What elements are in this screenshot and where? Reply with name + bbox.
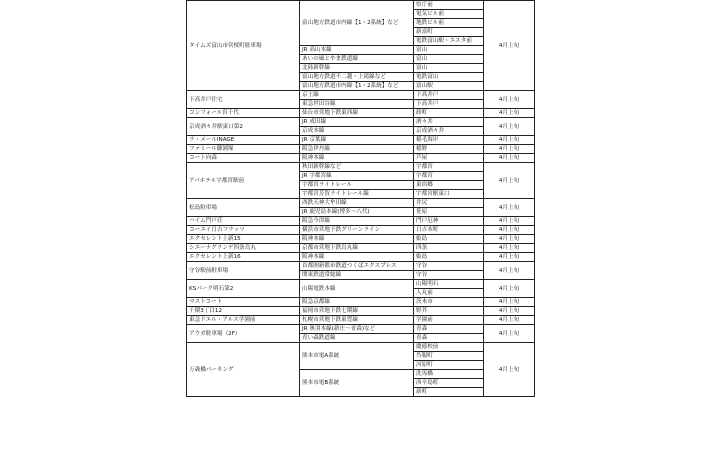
- table-row: [187, 316, 535, 325]
- station-name: 河原町: [414, 361, 484, 370]
- table-row: [187, 235, 535, 244]
- rail-line: 東急世田谷線: [300, 100, 414, 109]
- facility-name: コーエイ日吉フラッツ: [187, 226, 300, 235]
- station-name: 門戸厄神: [414, 217, 484, 226]
- rail-line: あいの風とやま鉄道線: [300, 55, 414, 64]
- table-row: [187, 253, 535, 262]
- station-name: 人丸前: [414, 289, 484, 298]
- station-name: 守谷: [414, 262, 484, 271]
- table-row: [187, 217, 535, 226]
- rail-line: 秋田新幹線など: [300, 163, 414, 172]
- station-name: 四条: [414, 244, 484, 253]
- rail-line: 阪神本線: [300, 253, 414, 262]
- facility-name: エクセレント上新15: [187, 235, 300, 244]
- table-row: [187, 154, 535, 163]
- table-row: [187, 226, 535, 235]
- rail-line: 西鉄天神大牟田線: [300, 199, 414, 208]
- start-date: 4月上旬: [484, 145, 535, 154]
- start-date: 4月上旬: [484, 253, 535, 262]
- station-name: 県庁前: [414, 1, 484, 10]
- table-row: [187, 244, 535, 253]
- station-name: 酒々井: [414, 118, 484, 127]
- start-date: 4月上旬: [484, 226, 535, 235]
- start-date: 4月上旬: [484, 163, 535, 199]
- rail-line: 北陸新幹線: [300, 64, 414, 73]
- rail-line: JR 高山本線: [300, 46, 414, 55]
- table-body: [187, 1, 535, 397]
- station-name: 京成酒々井: [414, 127, 484, 136]
- rail-line: 京都市営地下鉄烏丸線: [300, 244, 414, 253]
- facility-name: 京成酒々井駅東口第2: [187, 118, 300, 136]
- rail-line: 阪急京都線: [300, 298, 414, 307]
- table-row: [187, 262, 535, 271]
- station-name: 姫島: [414, 235, 484, 244]
- start-date: 4月上旬: [484, 343, 535, 397]
- rail-line: 宇都宮ライトレール: [300, 181, 414, 190]
- station-name: 下高井戸: [414, 100, 484, 109]
- start-date: 4月上旬: [484, 325, 535, 343]
- station-name: 電鉄富山駅・エスタ前: [414, 37, 484, 46]
- station-name: 宇都宮: [414, 163, 484, 172]
- table-row: [187, 91, 535, 100]
- facility-name: 下高井戸住宅: [187, 91, 300, 109]
- start-date: 4月上旬: [484, 154, 535, 163]
- table-row: [187, 298, 535, 307]
- facility-station-table: [186, 0, 535, 397]
- rail-line: 阪急伊丹線: [300, 145, 414, 154]
- station-name: 姫島: [414, 253, 484, 262]
- facility-name: ハイム門戸荘: [187, 217, 300, 226]
- facility-name: コート向森: [187, 154, 300, 163]
- rail-line: 阪神本線: [300, 235, 414, 244]
- rail-line: 山陽電鉄本線: [300, 280, 414, 298]
- station-name: 西辛島町: [414, 379, 484, 388]
- station-name: 卸町: [414, 109, 484, 118]
- station-name: 日吉本町: [414, 226, 484, 235]
- start-date: 4月上旬: [484, 262, 535, 280]
- table-row: [187, 307, 535, 316]
- rail-line: JR 宇都宮線: [300, 172, 414, 181]
- rail-line: 富山地方鉄道市内線【1・2系統】など: [300, 1, 414, 46]
- start-date: 4月上旬: [484, 235, 535, 244]
- station-name: 富山: [414, 46, 484, 55]
- rail-line: 京成本線: [300, 127, 414, 136]
- station-name: 青森: [414, 325, 484, 334]
- table-row: [187, 1, 535, 10]
- station-name: 山陽明石: [414, 280, 484, 289]
- station-name: 地鉄ビル前: [414, 19, 484, 28]
- facility-name: マストコート: [187, 298, 300, 307]
- rail-line: 札幌市営地下鉄東豊線: [300, 316, 414, 325]
- station-list-sheet: [186, 0, 534, 397]
- table-row: [187, 163, 535, 172]
- start-date: 4月上旬: [484, 280, 535, 298]
- station-name: 井尻: [414, 199, 484, 208]
- rail-line: 関東鉄道常総線: [300, 271, 414, 280]
- table-row: [187, 109, 535, 118]
- rail-line: JR 鹿児島本線(博多～八代): [300, 208, 414, 217]
- table-row: [187, 145, 535, 154]
- station-name: 富山: [414, 55, 484, 64]
- station-name: 学園前: [414, 316, 484, 325]
- facility-name: シエーナグランデ四条烏丸: [187, 244, 300, 253]
- table-row: [187, 118, 535, 127]
- rail-line: 富山地方鉄道市内線【1・2系統】など: [300, 82, 414, 91]
- station-name: 電気ビル前: [414, 10, 484, 19]
- facility-name: エクセレント上新16: [187, 253, 300, 262]
- station-name: 青森: [414, 334, 484, 343]
- start-date: 4月上旬: [484, 307, 535, 316]
- rail-line: 熊本市電A系統: [300, 343, 414, 370]
- rail-line: 横浜市営地下鉄グリーンライン: [300, 226, 414, 235]
- station-name: 電鉄富山: [414, 73, 484, 82]
- rail-line: 福岡市営地下鉄七隈線: [300, 307, 414, 316]
- table-row: [187, 280, 535, 289]
- facility-name: ラ・メールINAGE: [187, 136, 300, 145]
- station-name: 富山: [414, 64, 484, 73]
- station-name: 東宿郷: [414, 181, 484, 190]
- facility-name: 千隈3丁目12: [187, 307, 300, 316]
- start-date: 4月上旬: [484, 298, 535, 307]
- station-name: 富山駅: [414, 82, 484, 91]
- start-date: 4月上旬: [484, 199, 535, 217]
- start-date: 4月上旬: [484, 136, 535, 145]
- facility-name: コンフォール宮千代: [187, 109, 300, 118]
- rail-line: 首都圏新都市鉄道つくばエクスプレス: [300, 262, 414, 271]
- rail-line: 阪神本線: [300, 154, 414, 163]
- table-row: [187, 199, 535, 208]
- station-name: 洗馬橋: [414, 370, 484, 379]
- facility-name: ファミール御園塚: [187, 145, 300, 154]
- start-date: 4月上旬: [484, 109, 535, 118]
- facility-name: KSパーク明石第2: [187, 280, 300, 298]
- station-name: 宇都宮駅東口: [414, 190, 484, 199]
- station-name: 茨木市: [414, 298, 484, 307]
- facility-name: アウガ駐車場（2F）: [187, 325, 300, 343]
- start-date: 4月上旬: [484, 118, 535, 136]
- rail-line: 仙台市営地下鉄東西線: [300, 109, 414, 118]
- facility-name: アパホテル宇都宮駅前: [187, 163, 300, 199]
- station-name: 笹原: [414, 208, 484, 217]
- table-row: [187, 136, 535, 145]
- rail-line: 富山地方鉄道不二越・上滝線など: [300, 73, 414, 82]
- rail-line: JR 京葉線: [300, 136, 414, 145]
- start-date: 4月上旬: [484, 316, 535, 325]
- facility-name: タイムズ富山市営桜町駐車場: [187, 1, 300, 91]
- start-date: 4月上旬: [484, 217, 535, 226]
- start-date: 4月上旬: [484, 1, 535, 91]
- rail-line: 宇都宮芳賀ライトレール線: [300, 190, 414, 199]
- facility-name: 松島駐車場: [187, 199, 300, 217]
- station-name: 稲毛海岸: [414, 136, 484, 145]
- station-name: 新町: [414, 388, 484, 397]
- start-date: 4月上旬: [484, 91, 535, 109]
- station-name: 呉服町: [414, 352, 484, 361]
- station-name: 新富町: [414, 28, 484, 37]
- station-name: 下高井戸: [414, 91, 484, 100]
- station-name: 守谷: [414, 271, 484, 280]
- station-name: 野芥: [414, 307, 484, 316]
- rail-line: JR 成田線: [300, 118, 414, 127]
- start-date: 4月上旬: [484, 244, 535, 253]
- facility-name: 万歳橋パーキング: [187, 343, 300, 397]
- table-row: [187, 343, 535, 352]
- facility-name: 東急ドエル・アルス学園前: [187, 316, 300, 325]
- table-row: [187, 325, 535, 334]
- rail-line: 阪急今津線: [300, 217, 414, 226]
- rail-line: 青い森鉄道線: [300, 334, 414, 343]
- rail-line: 京王線: [300, 91, 414, 100]
- rail-line: JR 奥羽本線(新庄～青森)など: [300, 325, 414, 334]
- station-name: 芦屋: [414, 154, 484, 163]
- station-name: 稲野: [414, 145, 484, 154]
- station-name: 慶徳校前: [414, 343, 484, 352]
- station-name: 宇都宮: [414, 172, 484, 181]
- rail-line: 熊本市電B系統: [300, 370, 414, 397]
- facility-name: 守谷駅前駐車場: [187, 262, 300, 280]
